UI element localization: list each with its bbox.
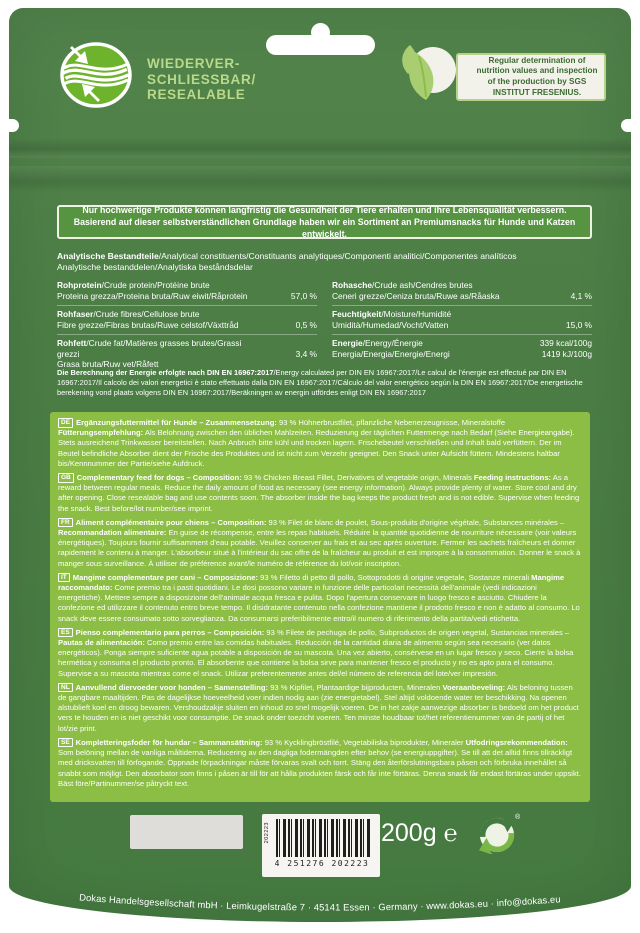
lang-title: Pienso complementario para perros – Composición: (75, 627, 265, 637)
lang-code-badge: FR (58, 518, 73, 528)
row-value-line: 0,5 % (295, 319, 317, 330)
lang-feeding-label: Feeding instructions: (473, 473, 552, 483)
energy-note-bold: Die Berechnung der Energie erfolgte nach DIN EN 16967:2017 (57, 368, 274, 377)
row-value-line: 4,1 % (570, 290, 592, 301)
nutrition-column-right (332, 277, 592, 374)
green-dot-icon (478, 816, 516, 854)
net-weight-value: 200g (381, 819, 437, 847)
row-label-bold: Rohasche (332, 280, 373, 290)
registered-mark: ® (515, 814, 521, 821)
lang-title: Aliment complémentaire pour chiens – Composition: (75, 517, 267, 527)
lang-title: Kompletteringsfoder för hundar – Sammansättning: (75, 737, 263, 747)
zip-seal-icon (58, 40, 134, 110)
analytical-header-line1 (57, 251, 592, 262)
row-value (566, 309, 592, 330)
language-panel (50, 412, 590, 802)
energy-note-rest: /Energy calculated per DIN EN 16967:2017/Le calcul de l'énergie est effectué par DIN EN 16967:2017/Il calcolo dei valori energetici è stato effettuato dalla DIN EN 16967:2017/Cálculo del valor energético según la DIN EN 16967:2017/De energetische berekening vond plaats volgens DIN EN 16967:2017/Beräkningen av energin utfördes enligt DIN EN 16967:2017 (57, 368, 583, 397)
lang-code-badge: ES (58, 628, 73, 638)
lang-feeding-text: Som belöning mellan de vanliga måltiderna. Reducering av den dagliga fodermängden efter behov (se energiuppgifter). Se till att det alltid finns tillräckligt med dricksvatten till förfogande. Öppnade förpackningar måste förvaras svalt och torrt. Stäng den återförslutningsbara påsen och förbruka innehållet så snabbt som möjligt. Den absorbator som finns i påsen är till för att hålla produkten färsk och får inte förtäras. Denna snack får endast förtäras under uppsikt. Bäst före/Partinummer/se påtryckt text. (58, 748, 581, 788)
best-before-box (130, 815, 243, 849)
table-row (332, 277, 592, 305)
lang-composition: 93 % Kipfilet, Plantaardige bijproducten, Mineralen (268, 682, 443, 692)
row-label (57, 309, 252, 330)
row-label-line2: Fibre grezze/Fibras brutas/Ruwe celstof/Växttråd (57, 319, 239, 330)
resealable-line: WIEDERVER- (147, 56, 241, 71)
ziplock-crease (9, 138, 631, 158)
table-row (332, 334, 592, 363)
row-label-bold: Feuchtigkeit (332, 309, 382, 319)
barcode-digits: 4 251276 202223 (274, 859, 370, 868)
row-label-bold: Rohprotein (57, 280, 102, 290)
lang-code-badge: SE (58, 738, 73, 748)
energy-note (57, 368, 590, 398)
lang-title: Mangime complementare per cani – Composizione: (72, 572, 259, 582)
row-label (57, 280, 252, 301)
row-value-line (296, 309, 317, 320)
lang-block-es (58, 628, 582, 679)
lang-block-nl (58, 683, 582, 734)
lang-feeding-label: Utfodringsrekommendation: (465, 737, 568, 747)
row-label-rest: /Energy/Énergie (362, 338, 423, 348)
row-label-bold: Rohfett (57, 338, 87, 348)
lang-composition: 93 % Chicken Breast Fillet, Derivatives of vegetable origin, Minerals (241, 473, 474, 483)
lang-composition: 93 % Filet de blanc de poulet, Sous-produits d'origine végétale, Substances minérales – (266, 517, 565, 527)
barcode (262, 814, 380, 877)
lang-feeding-label: Mangime raccomandato: (58, 572, 565, 593)
lang-feeding-text: Als Belohnung zwischen den üblichen Mahlzeiten. Reduzierung der täglichen Futtermenge nach Bedarf (Siehe Energieangabe). Stets ausreichend Trinkwasser bereitstellen. Nach Anbruch bitte kühl und trocken lagern. Frischebeutel verschließen und Inhalt bald verfüttern. Der im Beutel befindliche Absorber dient der Frische des Produktes und ist nicht zum Verzehr geeignet. Den Snack unter Aufsicht füttern. Mindestens haltbar bis/Kennnummer der Partie/siehe Aufdruck. (58, 428, 575, 468)
fresenius-badge-text: Regular determination of nutrition values and inspection of the production by SGS INSTITUT FRESENIUS. (476, 55, 598, 97)
row-value (296, 309, 317, 330)
tear-notch-left (3, 119, 19, 132)
resealable-label (147, 56, 256, 103)
row-label (57, 338, 252, 370)
analytical-header-bold: Analytische Bestandteile (57, 251, 159, 261)
lang-code-badge: IT (58, 573, 70, 583)
banner-line: Nur hochwertige Produkte können langfristig die Gesundheit der Tiere erhalten und ihre Lebensqualität verbessern. (82, 205, 567, 215)
nutrition-column-left (57, 277, 317, 374)
leaf-icon (395, 42, 457, 104)
estimated-sign-icon: ℮ (443, 820, 458, 846)
company-footer-text: Dokas Handelsgesellschaft mbH · Leimkugelstraße 7 · 45141 Essen · Germany · www.dokas.eu · info@dokas.eu (78, 891, 561, 913)
row-value (571, 280, 592, 301)
row-label (332, 338, 527, 359)
ziplock-crease (9, 166, 631, 192)
analytical-header-line2: Analytische bestanddelen/Analytiska beståndsdelar (57, 262, 253, 272)
lang-block-it (58, 573, 582, 624)
table-row (57, 277, 317, 305)
table-row (57, 305, 317, 334)
row-label-line2: Ceneri grezze/Ceniza bruta/Ruwe as/Råaska (332, 290, 500, 301)
fresenius-badge (456, 53, 606, 101)
lang-feeding-label: Fütterungsempfehlung: (58, 428, 144, 438)
lang-code-badge: DE (58, 418, 73, 428)
row-value (296, 338, 317, 370)
row-value-line: 15,0 % (565, 319, 592, 330)
row-label-line2: Energia/Energia/Energie/Energi (332, 348, 450, 359)
lang-feeding-text: Als beloning tussen de gangbare maaltijden. Pas de dagelijkse hoeveelheid voer indien nodig aan (zie energietabel). Stel altijd voldoende water ter beschikking. Na openen alstublieft koel en droog bewaren. Vershoudzakje sluiten en inhoud zo snel mogelijk voeren. De in het zakje aanwezige absorber is bedoeld om het product vers te houden en is niet geschikt voor consumptie. De snack onder toezicht voeren. Ten minste houdbaar tot/het referentienummer van de partij of het lot/zie print. (58, 682, 579, 733)
lang-feeding-text: As a reward between regular meals. Reduce the daily amount of food as necessary (see energy information). Always provide plenty of water. Store cool and dry after opening. Close resealable bag and use contents soon. The absorber inside the bag keeps the product fresh and is not edible. Supervise when feeding the snack. Best before/lot number/see imprint. (58, 473, 580, 513)
row-value-line (566, 309, 592, 320)
row-value-line (291, 280, 317, 291)
lang-feeding-label: Voeraanbeveling: (442, 682, 506, 692)
lang-title: Aanvullend diervoeder voor honden – Samenstelling: (75, 682, 269, 692)
row-label-line2: Grasa bruta/Ruw vet/Råfett (57, 359, 159, 369)
lang-composition: 93 % Hühnerbrustfilet, pflanzliche Nebenerzeugnisse, Mineralstoffe (276, 418, 506, 427)
banner-line: Basierend auf dieser selbstverständlichen Grundlage haben wir ein Sortiment an Premiumsnacks für Hunde und Katzen entwickelt. (73, 217, 576, 239)
lang-composition: 93 % Kycklingbröstfilé, Vegetabiliska biprodukter, Mineraler (262, 737, 466, 747)
resealable-line: RESEALABLE (147, 87, 246, 102)
lang-title: Ergänzungsfuttermittel für Hunde – Zusammensetzung: (76, 418, 277, 427)
row-value-line (571, 280, 592, 291)
lang-composition: 93 % Filete de pechuga de pollo, Subproductos de origen vegetal, Sustancias minerales – (264, 627, 570, 637)
row-label-bold: Rohfaser (57, 309, 94, 319)
barcode-side-number: 202223 (264, 822, 270, 844)
resealable-line: SCHLIESSBAR/ (147, 71, 256, 87)
quality-banner (57, 205, 592, 239)
row-value-line (296, 338, 317, 349)
lang-block-fr (58, 518, 582, 569)
row-label-rest: /Crude protein/Protéine brute (101, 280, 210, 290)
hang-hole-bump (311, 23, 330, 42)
svg-text:Dokas Handelsgesellschaft mbH (79, 891, 561, 912)
lang-feeding-label: Recommandation alimentaire: (58, 528, 167, 538)
net-weight (381, 819, 457, 848)
analytical-header (57, 251, 592, 273)
lang-feeding-text: En guise de récompense, entre les repas habituels. Réduire la quantité quotidienne de nourriture nécessaire (voir valeurs énergétiques). Toujours fournir suffisamment d'eau potable. Veuillez conserver au frais et au sec après ouverture. Fermer les sachets fraîcheurs et donner rapidement le contenu à manger. L'absorbeur situé à l'intérieur du sac offre de la fraîcheur au produit et est impropre à la consommation. Donner le snack à manger sous surveillance. À utiliser de préférence avant/le numéro de référence du lot/voir inscription. (58, 528, 581, 568)
row-label-rest: /Crude fibres/Cellulose brute (93, 309, 200, 319)
lang-feeding-text: Como premio entre las comidas habituales. Reducción de la cantidad diaria de alimento según sea necesario (ver datos energéticos). Ponga siempre suficiente agua potable a disposición de su mascota. Una vez abierto, consérvese en un lugar fresco y seco. Cierre la bolsa hermética y consuma el producto pronto. El absorbente que contiene la bolsa sirve para mantener fresco el producto y no es apto para el consumo. Supervise a su mascota mientras come el snack. Utilizar preferentemente antes del/el número de referencia del lote/ver impresión. (58, 638, 574, 678)
lang-block-se (58, 738, 582, 789)
row-label-rest: /Moisture/Humidité (381, 309, 452, 319)
lang-code-badge: GB (58, 473, 74, 483)
lang-title: Complementary feed for dogs – Composition: (76, 473, 242, 483)
nutrition-table (57, 277, 592, 374)
row-label-line2: Umidità/Humedad/Vocht/Vatten (332, 319, 449, 330)
lang-block-gb (58, 473, 582, 514)
analytical-header-rest: /Analytical constituents/Constituants analytiques/Componenti analitici/Componentes analíticos (158, 251, 517, 261)
row-value (291, 280, 317, 301)
row-label-bold: Energie (332, 338, 363, 348)
row-label-rest: /Crude ash/Cendres brutes (372, 280, 473, 290)
row-value-line: 339 kcal/100g (539, 338, 592, 348)
row-label (332, 309, 527, 330)
lang-feeding-text: Come premio tra i pasti quotidiani. Le dosi possono variare in funzione delle particolari necessità dell'animale (vedi indicazioni energetiche). Mettere sempre a disposizione dell'animale acqua fresca e pulita. Dopo l'apertura conservare in luogo fresco e asciutto. Chiudere la confezione ed utilizzare il contenuto entro breve tempo. Il disidratante contenuto nella confezione mantiene il prodotto fresco e non è adatto al consumo. Lo snack deve essere consumato sotto sorveglianza. Da consumarsi preferibilmente entro/il numero di riferimento della partita/vedi etichetta. (58, 583, 580, 623)
row-value-line: 57,0 % (290, 290, 317, 301)
lang-block-de (58, 418, 582, 469)
lang-composition: 93 % Filetto di petto di pollo, Sottoprodotti di origine vegetale, Sostanze minerali (258, 572, 532, 582)
row-value-line: 1419 kJ/100g (541, 348, 592, 359)
row-value-line: 3,4 % (295, 348, 317, 359)
row-label-line2: Proteina grezza/Proteina bruta/Ruw eiwit/Råprotein (57, 290, 248, 301)
row-value (540, 338, 592, 359)
package-bag (9, 8, 631, 922)
row-label (332, 280, 527, 301)
lang-code-badge: NL (58, 683, 73, 693)
tear-notch-right (621, 119, 637, 132)
company-footer (9, 886, 631, 930)
row-label-rest: /Crude fat/Matières grasses brutes/Grassi grezzi (57, 338, 242, 359)
table-row (332, 305, 592, 334)
barcode-bars (276, 819, 372, 857)
lang-feeding-label: Pautas de alimentación: (58, 638, 145, 648)
